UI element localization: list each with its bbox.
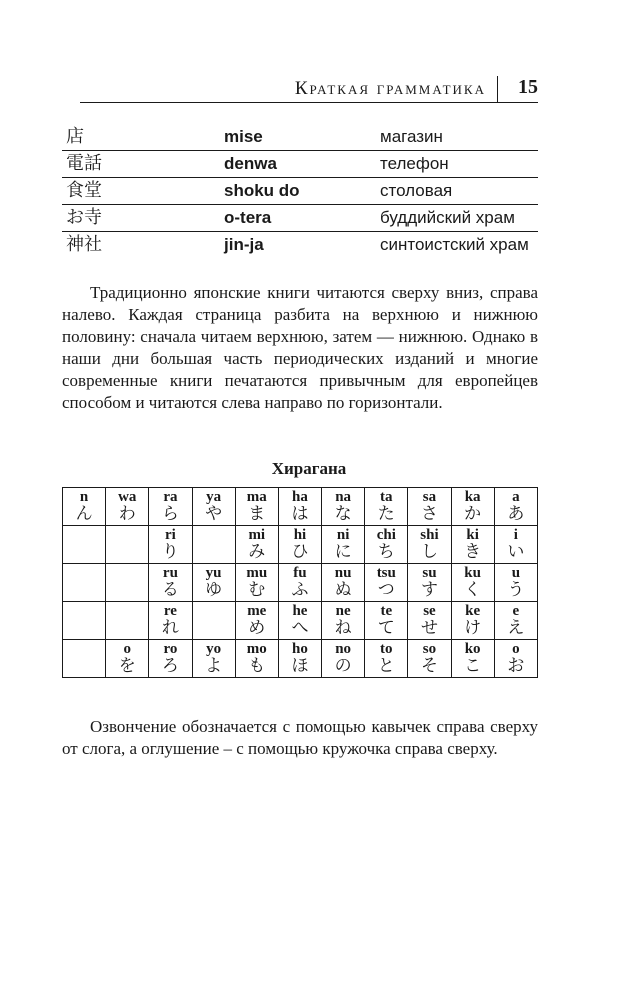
hiragana-romaji: shi — [420, 527, 439, 543]
hiragana-kana: む — [248, 580, 266, 600]
vocab-row — [62, 124, 538, 151]
hiragana-cell — [149, 564, 192, 602]
hiragana-cell — [192, 640, 235, 678]
vocab-romaji: denwa — [220, 151, 376, 178]
hiragana-cell — [149, 640, 192, 678]
hiragana-row — [63, 526, 538, 564]
hiragana-cell — [322, 640, 365, 678]
vocab-kanji: 神社 — [66, 234, 102, 255]
hiragana-romaji: re — [163, 603, 177, 619]
hiragana-romaji: ke — [465, 603, 481, 619]
vocab-romaji: shoku do — [220, 178, 376, 205]
vocab-row — [62, 178, 538, 205]
hiragana-kana: そ — [420, 656, 438, 676]
hiragana-romaji: u — [511, 565, 521, 581]
hiragana-kana: と — [377, 656, 395, 676]
hiragana-kana: あ — [507, 504, 525, 524]
hiragana-kana: ほ — [291, 656, 309, 676]
vocab-translation: буддийский храм — [376, 205, 538, 232]
hiragana-kana: へ — [291, 618, 309, 638]
hiragana-cell — [192, 564, 235, 602]
hiragana-romaji: tsu — [376, 565, 396, 581]
hiragana-romaji: sa — [422, 489, 437, 505]
hiragana-kana: さ — [420, 504, 438, 524]
hiragana-kana: く — [464, 580, 482, 600]
vocab-romaji: mise — [220, 124, 376, 151]
hiragana-romaji: ha — [292, 489, 308, 505]
vocab-kanji: お寺 — [62, 205, 220, 232]
hiragana-romaji: he — [292, 603, 308, 619]
hiragana-cell — [322, 488, 365, 526]
hiragana-romaji: e — [512, 603, 520, 619]
hiragana-romaji: ku — [464, 565, 481, 581]
hiragana-cell — [365, 640, 408, 678]
hiragana-cell — [278, 526, 321, 564]
vocab-kanji: 電話 — [62, 151, 220, 178]
hiragana-cell — [63, 602, 106, 640]
hiragana-romaji: ni — [336, 527, 350, 543]
hiragana-cell — [322, 526, 365, 564]
hiragana-kana: も — [248, 656, 266, 676]
hiragana-cell — [322, 602, 365, 640]
hiragana-cell — [63, 564, 106, 602]
hiragana-romaji: so — [422, 641, 437, 657]
hiragana-kana: や — [205, 504, 223, 524]
hiragana-romaji: ra — [163, 489, 178, 505]
hiragana-romaji: ro — [163, 641, 178, 657]
hiragana-cell — [365, 602, 408, 640]
hiragana-cell — [149, 488, 192, 526]
hiragana-cell — [278, 640, 321, 678]
hiragana-cell — [235, 602, 278, 640]
hiragana-cell — [408, 640, 451, 678]
hiragana-kana: て — [377, 618, 395, 638]
hiragana-cell — [494, 526, 537, 564]
hiragana-kana: り — [161, 542, 179, 562]
hiragana-kana: よ — [205, 656, 223, 676]
hiragana-cell — [408, 602, 451, 640]
hiragana-kana: か — [464, 504, 482, 524]
hiragana-cell — [192, 602, 235, 640]
vocab-translation: столовая — [376, 178, 538, 205]
hiragana-kana: う — [507, 580, 525, 600]
hiragana-cell — [365, 488, 408, 526]
hiragana-kana: ぬ — [334, 580, 352, 600]
hiragana-cell — [106, 526, 149, 564]
hiragana-kana: つ — [377, 580, 395, 600]
header-rule — [80, 102, 538, 103]
hiragana-romaji: wa — [118, 489, 137, 505]
vocab-row — [62, 151, 538, 178]
header-separator — [497, 76, 498, 102]
hiragana-cell — [106, 488, 149, 526]
hiragana-cell — [149, 602, 192, 640]
hiragana-kana: れ — [161, 618, 179, 638]
hiragana-cell — [106, 564, 149, 602]
hiragana-kana: こ — [464, 656, 482, 676]
hiragana-kana: お — [507, 656, 525, 676]
vocab-kanji: 食堂 — [62, 178, 220, 205]
hiragana-romaji: i — [513, 527, 518, 543]
hiragana-kana: ん — [75, 504, 93, 524]
vocab-row — [62, 232, 538, 259]
hiragana-kana: ね — [334, 618, 352, 638]
hiragana-romaji: nu — [334, 565, 352, 581]
hiragana-cell — [408, 526, 451, 564]
hiragana-title: Хирагана — [271, 459, 347, 478]
hiragana-table — [62, 487, 538, 678]
page-number: 15 — [518, 76, 538, 98]
hiragana-cell — [235, 488, 278, 526]
hiragana-cell — [494, 602, 537, 640]
hiragana-kana: す — [420, 580, 438, 600]
hiragana-cell — [408, 564, 451, 602]
hiragana-romaji: su — [422, 565, 437, 581]
hiragana-kana: わ — [118, 504, 136, 524]
hiragana-kana: き — [464, 542, 482, 562]
hiragana-cell — [235, 640, 278, 678]
hiragana-romaji: o — [512, 641, 520, 657]
vocab-kanji: 店 — [62, 124, 220, 151]
hiragana-romaji: ta — [380, 489, 393, 505]
hiragana-cell — [494, 640, 537, 678]
hiragana-cell — [278, 488, 321, 526]
hiragana-cell — [192, 488, 235, 526]
vocab-romaji: jin-ja — [224, 235, 264, 254]
hiragana-kana: け — [464, 618, 482, 638]
hiragana-kana: に — [334, 542, 352, 562]
hiragana-romaji: yu — [205, 565, 222, 581]
running-header — [80, 76, 538, 104]
hiragana-cell — [451, 564, 494, 602]
hiragana-kana: ふ — [291, 580, 309, 600]
hiragana-cell — [192, 526, 235, 564]
hiragana-cell — [494, 564, 537, 602]
hiragana-cell — [365, 526, 408, 564]
hiragana-romaji: fu — [293, 565, 307, 581]
hiragana-kana: め — [248, 618, 266, 638]
hiragana-romaji: ho — [292, 641, 308, 657]
hiragana-kana: ち — [377, 542, 395, 562]
hiragana-cell — [451, 488, 494, 526]
hiragana-cell — [278, 602, 321, 640]
hiragana-cell — [63, 526, 106, 564]
hiragana-cell — [494, 488, 537, 526]
hiragana-cell — [278, 564, 321, 602]
hiragana-row — [63, 564, 538, 602]
hiragana-cell — [106, 602, 149, 640]
hiragana-romaji: na — [335, 489, 352, 505]
hiragana-kana: ひ — [291, 542, 309, 562]
hiragana-cell — [149, 526, 192, 564]
header-title: Краткая грамматика — [294, 78, 486, 99]
hiragana-cell — [408, 488, 451, 526]
vocab-romaji: o-tera — [220, 205, 376, 232]
hiragana-cell — [235, 526, 278, 564]
hiragana-romaji: ko — [464, 641, 481, 657]
hiragana-kana: な — [334, 504, 352, 524]
hiragana-romaji: hi — [293, 527, 307, 543]
vocab-translation: синтоистский храм — [380, 235, 529, 254]
hiragana-kana: い — [507, 542, 525, 562]
hiragana-romaji: mo — [246, 641, 267, 657]
hiragana-kana: は — [291, 504, 309, 524]
hiragana-kana: ゆ — [205, 580, 223, 600]
hiragana-romaji: mu — [246, 565, 268, 581]
hiragana-cell — [322, 564, 365, 602]
hiragana-cell — [451, 526, 494, 564]
hiragana-kana: を — [118, 656, 136, 676]
hiragana-kana: し — [420, 542, 438, 562]
hiragana-kana: た — [377, 504, 395, 524]
hiragana-romaji: ne — [335, 603, 351, 619]
hiragana-romaji: se — [423, 603, 436, 619]
hiragana-kana: み — [248, 542, 266, 562]
vocab-translation: магазин — [376, 124, 538, 151]
hiragana-romaji: mi — [248, 527, 266, 543]
paragraph-reading-direction: Традиционно японские книги читаются сверху вниз, справа налево. Каждая страница разбита на верхнюю и нижнюю половину: сначала читаем верхнюю, затем — нижнюю. Однако в наши дни большая часть периодических изданий и многие современные книги печатаются привычным для европейцев способом и читаются слева направо по горизонтали. — [62, 283, 538, 412]
hiragana-romaji: a — [512, 489, 520, 505]
hiragana-kana: せ — [420, 618, 438, 638]
hiragana-romaji: o — [123, 641, 131, 657]
hiragana-kana: ま — [248, 504, 266, 524]
hiragana-romaji: te — [380, 603, 393, 619]
hiragana-romaji: n — [79, 489, 89, 505]
hiragana-romaji: ka — [464, 489, 481, 505]
hiragana-cell — [451, 602, 494, 640]
hiragana-romaji: ri — [165, 527, 176, 543]
hiragana-kana: る — [161, 580, 179, 600]
hiragana-romaji: yo — [206, 641, 222, 657]
hiragana-kana: ら — [161, 504, 179, 524]
hiragana-cell — [63, 640, 106, 678]
hiragana-row — [63, 640, 538, 678]
hiragana-romaji: ru — [162, 565, 178, 581]
hiragana-row — [63, 602, 538, 640]
hiragana-romaji: ki — [466, 527, 479, 543]
hiragana-cell — [235, 564, 278, 602]
hiragana-cell — [106, 640, 149, 678]
hiragana-romaji: me — [247, 603, 267, 619]
vocabulary-table — [62, 124, 538, 258]
hiragana-romaji: to — [380, 641, 393, 657]
hiragana-romaji: chi — [376, 527, 396, 543]
hiragana-cell — [365, 564, 408, 602]
hiragana-cell — [63, 488, 106, 526]
hiragana-romaji: no — [335, 641, 352, 657]
paragraph-voicing: Озвончение обозначается с помощью кавычек справа сверху от слога, а оглушение – с помощью кружочка справа сверху. — [62, 717, 538, 758]
hiragana-kana: の — [334, 656, 352, 676]
hiragana-cell — [451, 640, 494, 678]
hiragana-romaji: ma — [246, 489, 267, 505]
hiragana-romaji: ya — [206, 489, 222, 505]
hiragana-kana: ろ — [161, 656, 179, 676]
hiragana-kana: え — [507, 618, 525, 638]
vocab-row — [62, 205, 538, 232]
vocab-translation: телефон — [376, 151, 538, 178]
hiragana-row — [63, 488, 538, 526]
